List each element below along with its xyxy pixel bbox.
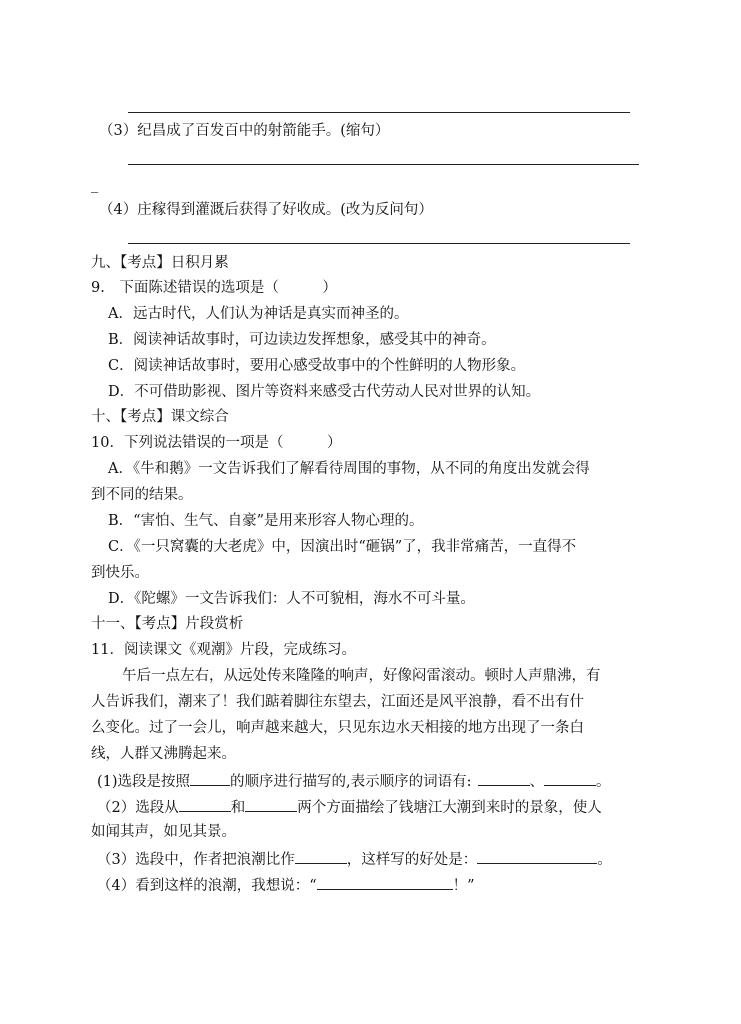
answer-blank[interactable]: [190, 771, 230, 786]
answer-blank[interactable]: [478, 771, 530, 786]
q11-2-text-a: （2）选段从: [97, 800, 179, 816]
q11-1-text-b: 的顺序进行描写的,表示顺序的词语有:: [230, 774, 472, 790]
q11-3-text-a: （3）选段中，作者把浪潮比作: [97, 852, 295, 868]
q10-option-c-line1: C．《一只窝囊的大老虎》中，因演出时“砸锅”了，我非常痛苦，一直得不: [108, 539, 577, 555]
q11-3-text-c: 。: [597, 852, 612, 868]
q9-option-b: B．阅读神话故事时，可边读边发挥想象，感受其中的神奇。: [108, 332, 496, 348]
q8-item-4: （4）庄稼得到灌溉后获得了好收成。(改为反问句）: [99, 202, 433, 218]
passage-line-4: 线，人群又沸腾起来。: [91, 746, 236, 762]
answer-line: [128, 243, 630, 244]
answer-blank[interactable]: [245, 797, 297, 812]
q11-4-text-b: ！”: [452, 878, 475, 894]
question-9: 9. 下面陈述错误的选项是（ ）: [91, 280, 337, 296]
passage-line-2: 人告诉我们，潮来了！我们踮着脚往东望去，江面还是风平浪静，看不出有什: [91, 694, 584, 710]
stray-mark: _: [91, 177, 99, 193]
q11-subquestion-1: [97, 771, 611, 791]
q10-option-a-line2: 到不同的结果。: [91, 487, 193, 503]
q11-subquestion-2: [97, 797, 602, 817]
passage-line-3: 么变化。过了一会儿，响声越来越大，只见东边水天相接的地方出现了一条白: [91, 720, 584, 736]
answer-blank[interactable]: [544, 771, 596, 786]
q10-option-a-line1: A．《牛和鹅》一文告诉我们了解看待周围的事物，从不同的角度出发就会得: [108, 461, 590, 477]
q9-option-d: D．不可借助影视、图片等资料来感受古代劳动人民对世界的认知。: [108, 384, 541, 400]
q10-option-d: D．《陀螺》一文告诉我们：人不可貌相，海水不可斗量。: [108, 591, 475, 607]
q11-2-text-c: 两个方面描绘了钱塘江大潮到来时的景象，使人: [297, 800, 602, 816]
question-11: 11．阅读课文《观潮》片段，完成练习。: [91, 642, 356, 658]
section-11-heading: 十一、【考点】片段赏析: [91, 616, 244, 632]
passage-line-1: 午后一点左右，从远处传来隆隆的响声，好像闷雷滚动。顿时人声鼎沸，有: [122, 668, 601, 684]
q11-1-text-a: (1)选段是按照: [97, 774, 191, 790]
q11-subquestion-2-line2: 如闻其声，如见其景。: [91, 824, 236, 840]
section-9-heading: 九、【考点】日积月累: [91, 255, 229, 271]
answer-blank[interactable]: [179, 797, 231, 812]
q11-subquestion-3: [97, 849, 612, 869]
q11-2-text-b: 和: [230, 800, 246, 816]
q11-1-text-d: 。: [596, 774, 611, 790]
answer-line: [128, 164, 639, 165]
q10-option-b: B．“害怕、生气、自豪”是用来形容人物心理的。: [108, 513, 424, 529]
q11-4-text-a: （4）看到这样的浪潮，我想说：“: [97, 878, 317, 894]
q9-option-c: C．阅读神话故事时，要用心感受故事中的个性鲜明的人物形象。: [108, 358, 526, 374]
q11-subquestion-4: [97, 875, 475, 895]
answer-blank[interactable]: [295, 849, 347, 864]
answer-blank[interactable]: [317, 875, 453, 890]
q8-item-3: （3）纪昌成了百发百中的射箭能手。(缩句）: [99, 123, 390, 139]
question-10: 10．下列说法错误的一项是（ ）: [91, 435, 342, 451]
q11-3-text-b: ，这样写的好处是：: [346, 852, 478, 868]
section-10-heading: 十、【考点】课文综合: [91, 409, 229, 425]
answer-blank[interactable]: [477, 849, 597, 864]
answer-line: [128, 112, 630, 113]
q9-option-a: A．远古时代，人们认为神话是真实而神圣的。: [108, 306, 409, 322]
q10-option-c-line2: 到快乐。: [91, 565, 149, 581]
q11-1-text-c: 、: [529, 774, 545, 790]
